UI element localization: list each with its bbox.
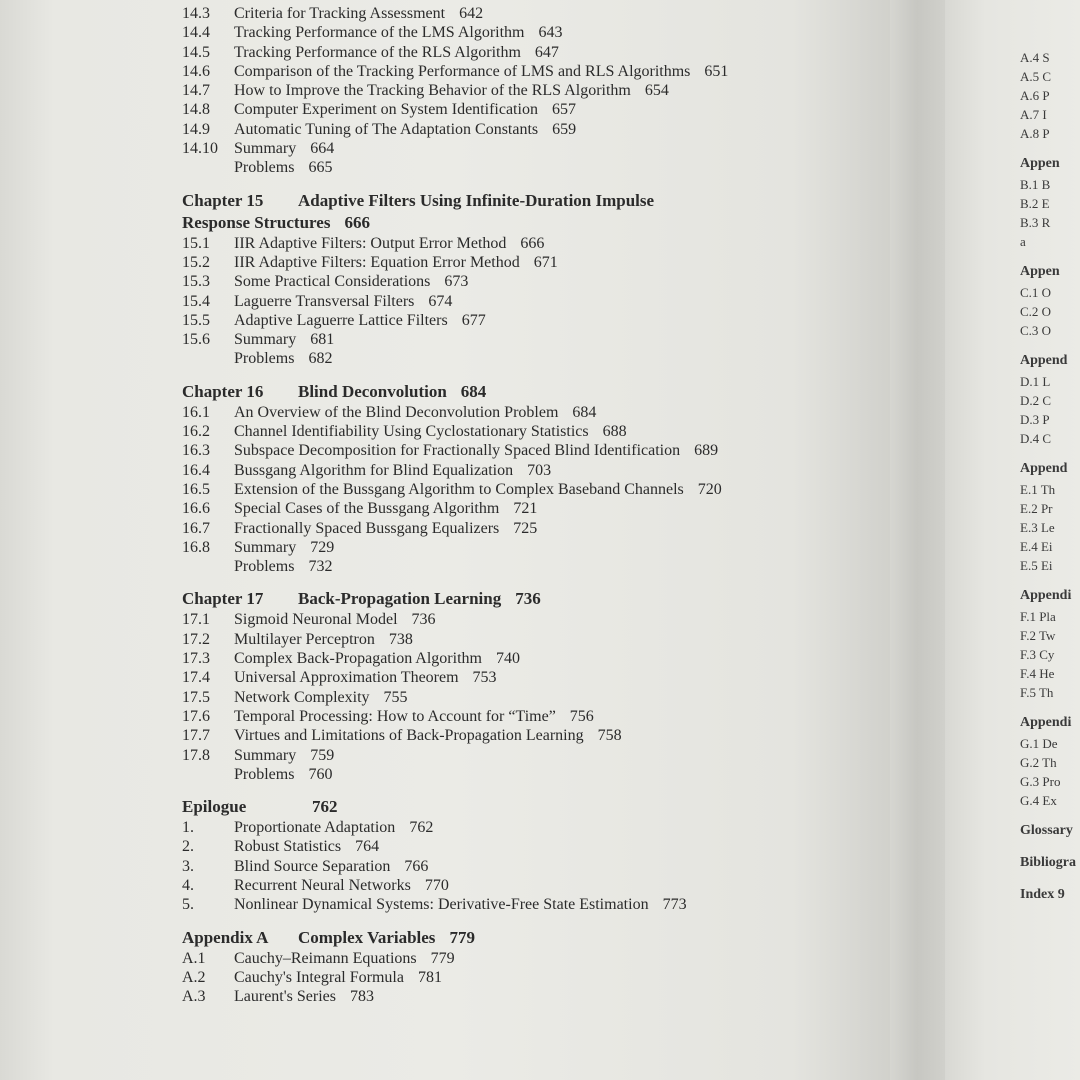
right-page-entry: E.1 Th <box>1020 482 1056 497</box>
chapter-label: Chapter 15 <box>182 190 264 210</box>
right-page-entry: C.3 O <box>1020 323 1052 338</box>
page-number: 766 <box>404 857 429 875</box>
section-number: 17.5 <box>182 688 210 706</box>
section-number: 16.2 <box>182 423 210 441</box>
page-number: 756 <box>569 707 594 725</box>
toc-entry <box>182 272 882 291</box>
page-number: 664 <box>310 140 335 158</box>
page-number: 684 <box>572 403 597 421</box>
right-page-entry: D.4 C <box>1020 431 1052 446</box>
section-title: Summary <box>234 538 297 556</box>
section-title-line <box>234 480 722 499</box>
chapter-page: 684 <box>460 381 487 401</box>
page-number: 681 <box>310 331 335 349</box>
toc-entry <box>182 120 882 139</box>
page-number: 657 <box>551 101 576 119</box>
section-title-line <box>234 139 334 158</box>
toc-entry <box>182 837 882 856</box>
chapter-title-continued: Response Structures <box>182 212 331 232</box>
section-number: 1. <box>182 819 194 837</box>
section-title: Summary <box>234 331 297 349</box>
section-title: Problems <box>234 159 295 177</box>
section-title: Fractionally Spaced Bussgang Equalizers <box>234 519 500 537</box>
toc-entry <box>182 139 882 158</box>
section-title-line <box>234 349 332 368</box>
section-number: 4. <box>182 876 194 894</box>
section-number: 17.4 <box>182 669 210 687</box>
section-title: Channel Identifiability Using Cyclostationary Statistics <box>234 423 589 441</box>
right-page-entry: A.7 I <box>1020 107 1047 122</box>
right-page-heading: Appen <box>1020 156 1060 171</box>
section-title-line <box>234 630 413 649</box>
page-number: 773 <box>662 896 687 914</box>
chapter-label: Appendix A <box>182 927 269 947</box>
section-title: Proportionate Adaptation <box>234 819 396 837</box>
section-title-line <box>234 158 332 177</box>
right-page-entry: A.4 S <box>1020 50 1050 65</box>
right-page-heading: Appen <box>1020 264 1060 279</box>
section-title: Network Complexity <box>234 688 370 706</box>
section-title: Temporal Processing: How to Account for “Time” <box>234 707 556 725</box>
section-title: Robust Statistics <box>234 838 342 856</box>
chapter-label: Chapter 17 <box>182 589 264 609</box>
right-page-entry: E.5 Ei <box>1020 558 1053 573</box>
section-title: Comparison of the Tracking Performance of LMS and RLS Algorithms <box>234 62 691 80</box>
right-page-entry: B.3 R <box>1020 215 1051 230</box>
section-title: Universal Approximation Theorem <box>234 669 459 687</box>
page-number: 647 <box>534 43 559 61</box>
toc-entry <box>182 649 882 668</box>
page-number: 732 <box>308 558 333 576</box>
section-title: Subspace Decomposition for Fractionally Spaced Blind Identification <box>234 442 681 460</box>
section-number: 14.5 <box>182 43 210 61</box>
right-page-entry: F.4 He <box>1020 666 1055 681</box>
section-number: 14.6 <box>182 62 210 80</box>
page-number: 665 <box>308 159 333 177</box>
toc-entry <box>182 461 882 480</box>
section-title-line <box>234 726 622 745</box>
section-title-line <box>234 499 537 518</box>
section-number: 14.3 <box>182 5 210 22</box>
section-title-line <box>234 422 627 441</box>
section-number: 17.7 <box>182 727 210 745</box>
section-number: 2. <box>182 838 194 856</box>
section-title: IIR Adaptive Filters: Output Error Method <box>234 234 507 252</box>
section-title: Computer Experiment on System Identification <box>234 101 538 119</box>
toc-entry <box>182 688 882 707</box>
chapter-page: 666 <box>344 212 370 232</box>
page-number: 740 <box>495 650 520 668</box>
page-number: 721 <box>513 500 538 518</box>
page-number: 677 <box>461 311 486 329</box>
toc-entry <box>182 765 882 784</box>
section-title-line <box>234 610 436 629</box>
chapter-heading <box>182 927 882 949</box>
right-page-entry: B.2 E <box>1020 196 1050 211</box>
section-title-line <box>234 765 332 784</box>
section-title: Bussgang Algorithm for Blind Equalization <box>234 461 514 479</box>
right-page-heading: Append <box>1020 461 1068 476</box>
section-title-line <box>234 23 562 42</box>
page-number: 725 <box>513 519 538 537</box>
section-number: 15.2 <box>182 253 210 271</box>
section-title: Virtues and Limitations of Back-Propagation Learning <box>234 727 584 745</box>
section-title-line <box>234 949 455 968</box>
page-number: 659 <box>552 120 577 138</box>
section-title: Problems <box>234 558 295 576</box>
section-title: Tracking Performance of the RLS Algorithm <box>234 43 521 61</box>
toc-entry <box>182 987 882 1006</box>
right-page-entry: G.1 De <box>1020 736 1058 751</box>
section-number: 15.5 <box>182 311 210 329</box>
toc-entry <box>182 499 882 518</box>
section-title-line <box>234 895 687 914</box>
right-page-entry: E.4 Ei <box>1020 539 1053 554</box>
section-number: 14.8 <box>182 101 210 119</box>
chapter-title: Blind Deconvolution <box>298 381 447 401</box>
section-title: Special Cases of the Bussgang Algorithm <box>234 500 500 518</box>
toc-entry <box>182 557 882 576</box>
page-number: 720 <box>697 480 722 498</box>
section-title-line <box>234 876 449 895</box>
section-title: Summary <box>234 140 297 158</box>
section-number: 16.5 <box>182 480 210 498</box>
page-number: 781 <box>417 968 442 986</box>
chapter-title: Back-Propagation Learning <box>298 589 502 609</box>
chapter-title: Complex Variables <box>298 927 436 947</box>
section-title-line <box>234 987 374 1006</box>
section-number: 14.7 <box>182 82 210 100</box>
section-title: Sigmoid Neuronal Model <box>234 611 398 629</box>
chapter-heading <box>182 796 882 818</box>
right-page-entry: D.2 C <box>1020 393 1052 408</box>
section-number: 14.9 <box>182 120 210 138</box>
section-title-line <box>234 253 558 272</box>
right-page-entry: A.8 P <box>1020 126 1050 141</box>
right-page-heading: Glossary <box>1020 823 1073 838</box>
page-number: 673 <box>444 273 469 291</box>
page-number: 703 <box>527 461 552 479</box>
section-title-line <box>234 234 544 253</box>
right-page-entry: a <box>1020 234 1026 249</box>
section-title-line <box>234 441 718 460</box>
section-title-line <box>234 272 468 291</box>
section-title-line <box>234 311 486 330</box>
section-title: Recurrent Neural Networks <box>234 876 411 894</box>
section-number: 15.6 <box>182 331 210 349</box>
toc-entry <box>182 349 882 368</box>
section-title: Problems <box>234 350 295 368</box>
right-page-entry: F.3 Cy <box>1020 647 1055 662</box>
section-number: 3. <box>182 857 194 875</box>
section-title-line <box>234 538 334 557</box>
right-page-entry: E.2 Pr <box>1020 501 1053 516</box>
right-page-entry: A.5 C <box>1020 69 1052 84</box>
book-gutter <box>890 0 950 1080</box>
section-number: A.3 <box>182 988 206 1006</box>
toc-entry <box>182 519 882 538</box>
page-number: 760 <box>308 765 333 783</box>
section-number: 17.1 <box>182 611 210 629</box>
section-number: 16.1 <box>182 403 210 421</box>
section-number: 16.8 <box>182 538 210 556</box>
toc-entry <box>182 43 882 62</box>
page-number: 770 <box>424 876 449 894</box>
section-number: 5. <box>182 896 194 914</box>
right-page-heading: Appendi <box>1020 715 1072 730</box>
section-title-line <box>234 857 428 876</box>
page-number: 738 <box>388 630 413 648</box>
section-title-line <box>234 62 728 81</box>
section-number: 16.3 <box>182 442 210 460</box>
section-title-line <box>234 818 433 837</box>
toc-entry <box>182 630 882 649</box>
section-title: Laurent's Series <box>234 988 336 1006</box>
section-title-line <box>234 4 483 23</box>
toc-entry <box>182 726 882 745</box>
right-page-entry: D.1 L <box>1020 374 1051 389</box>
chapter-heading <box>182 588 882 610</box>
section-title-line <box>234 557 332 576</box>
page-number: 753 <box>472 669 497 687</box>
section-title: Criteria for Tracking Assessment <box>234 5 446 22</box>
right-page-entry: G.3 Pro <box>1020 774 1061 789</box>
right-page-entry: D.3 P <box>1020 412 1050 427</box>
page-number: 642 <box>459 5 484 22</box>
toc-entry <box>182 292 882 311</box>
toc-entry <box>182 857 882 876</box>
table-of-contents <box>182 4 882 1006</box>
section-number: 15.4 <box>182 292 210 310</box>
toc-entry <box>182 422 882 441</box>
toc-entry <box>182 81 882 100</box>
section-number: 17.3 <box>182 650 210 668</box>
toc-entry <box>182 311 882 330</box>
toc-entry <box>182 234 882 253</box>
section-title: Automatic Tuning of The Adaptation Constants <box>234 120 539 138</box>
section-title-line <box>234 330 334 349</box>
page-number: 762 <box>409 819 434 837</box>
section-title-line <box>234 837 379 856</box>
section-title: Some Practical Considerations <box>234 273 431 291</box>
section-title: Tracking Performance of the LMS Algorithm <box>234 24 525 42</box>
section-title-line <box>234 403 596 422</box>
right-page-heading: Append <box>1020 353 1068 368</box>
toc-entry <box>182 707 882 726</box>
page-number: 651 <box>704 62 729 80</box>
chapter-label: Epilogue <box>182 797 247 817</box>
section-title-line <box>234 519 537 538</box>
toc-entry <box>182 610 882 629</box>
section-title: Multilayer Perceptron <box>234 630 375 648</box>
section-number: A.2 <box>182 968 206 986</box>
section-title: Problems <box>234 765 295 783</box>
right-page-contents <box>1020 48 1080 906</box>
toc-entry <box>182 668 882 687</box>
page-number: 729 <box>310 538 335 556</box>
page-number: 654 <box>644 82 669 100</box>
section-title: Summary <box>234 746 297 764</box>
section-number: 15.3 <box>182 273 210 291</box>
section-number: 16.4 <box>182 461 210 479</box>
section-title: Adaptive Laguerre Lattice Filters <box>234 311 448 329</box>
section-number: 14.4 <box>182 24 210 42</box>
section-title: Laguerre Transversal Filters <box>234 292 415 310</box>
right-page-entry: A.6 P <box>1020 88 1050 103</box>
section-title-line <box>234 43 559 62</box>
section-title: Extension of the Bussgang Algorithm to Complex Baseband Channels <box>234 480 684 498</box>
toc-entry <box>182 253 882 272</box>
toc-entry <box>182 403 882 422</box>
section-title: Nonlinear Dynamical Systems: Derivative-Free State Estimation <box>234 896 649 914</box>
right-page-entry: F.1 Pla <box>1020 609 1056 624</box>
chapter-page: 779 <box>449 927 475 947</box>
section-title-line <box>234 461 551 480</box>
section-title: Cauchy–Reimann Equations <box>234 949 417 967</box>
toc-entry <box>182 538 882 557</box>
toc-entry <box>182 949 882 968</box>
section-title-line <box>234 120 576 139</box>
section-title-line <box>234 968 442 987</box>
toc-entry <box>182 480 882 499</box>
section-title-line <box>234 649 520 668</box>
toc-entry <box>182 100 882 119</box>
section-title-line <box>234 688 408 707</box>
chapter-page: 762 <box>312 797 338 817</box>
chapter-title: Adaptive Filters Using Infinite-Duration Impulse <box>298 190 655 210</box>
page-number: 755 <box>383 688 408 706</box>
section-title: How to Improve the Tracking Behavior of the RLS Algorithm <box>234 82 631 100</box>
section-number: 16.7 <box>182 519 210 537</box>
right-page-heading: Bibliogra <box>1020 855 1077 870</box>
section-number: 17.6 <box>182 707 210 725</box>
section-title: Cauchy's Integral Formula <box>234 968 404 986</box>
toc-entry <box>182 895 882 914</box>
chapter-heading <box>182 190 882 212</box>
section-number: A.1 <box>182 949 206 967</box>
toc-entry <box>182 62 882 81</box>
page-number: 736 <box>411 611 436 629</box>
right-page-heading: Appendi <box>1020 588 1072 603</box>
right-page-entry: G.2 Th <box>1020 755 1057 770</box>
page-number: 674 <box>428 292 453 310</box>
section-title: Blind Source Separation <box>234 857 391 875</box>
chapter-label: Chapter 16 <box>182 381 264 401</box>
section-title: IIR Adaptive Filters: Equation Error Method <box>234 253 520 271</box>
chapter-heading-continued <box>182 212 882 234</box>
section-title-line <box>234 746 334 765</box>
page-number: 779 <box>430 949 455 967</box>
toc-entry <box>182 818 882 837</box>
toc-entry <box>182 441 882 460</box>
page-number: 783 <box>349 988 374 1006</box>
right-page-entry: F.5 Th <box>1020 685 1054 700</box>
section-number: 17.2 <box>182 630 210 648</box>
section-title-line <box>234 100 576 119</box>
section-title-line <box>234 81 669 100</box>
right-page-heading: Index 9 <box>1020 887 1065 902</box>
toc-entry <box>182 23 882 42</box>
toc-entry <box>182 4 882 23</box>
page-number: 759 <box>310 746 335 764</box>
right-page-entry: B.1 B <box>1020 177 1051 192</box>
chapter-heading <box>182 381 882 403</box>
right-page-entry: G.4 Ex <box>1020 793 1057 808</box>
right-page-entry: C.2 O <box>1020 304 1052 319</box>
section-number: 16.6 <box>182 500 210 518</box>
page-number: 666 <box>520 234 545 252</box>
chapter-page: 736 <box>515 589 541 609</box>
right-page-entry: F.2 Tw <box>1020 628 1056 643</box>
section-number: 15.1 <box>182 234 210 252</box>
page-number: 682 <box>308 350 333 368</box>
right-page-entry: C.1 O <box>1020 285 1052 300</box>
toc-entry <box>182 746 882 765</box>
page-number: 671 <box>533 253 558 271</box>
section-title: An Overview of the Blind Deconvolution Problem <box>234 403 559 421</box>
section-title: Complex Back-Propagation Algorithm <box>234 650 482 668</box>
section-number: 14.10 <box>182 140 218 158</box>
section-title-line <box>234 292 452 311</box>
page-number: 764 <box>355 838 380 856</box>
page-number: 688 <box>602 423 627 441</box>
toc-entry <box>182 158 882 177</box>
toc-entry <box>182 330 882 349</box>
right-page-entry: E.3 Le <box>1020 520 1055 535</box>
section-number: 17.8 <box>182 746 210 764</box>
section-title-line <box>234 707 594 726</box>
toc-entry <box>182 968 882 987</box>
page-number: 643 <box>538 24 563 42</box>
page-number: 758 <box>597 727 622 745</box>
section-title-line <box>234 668 497 687</box>
page-number: 689 <box>694 442 719 460</box>
toc-entry <box>182 876 882 895</box>
